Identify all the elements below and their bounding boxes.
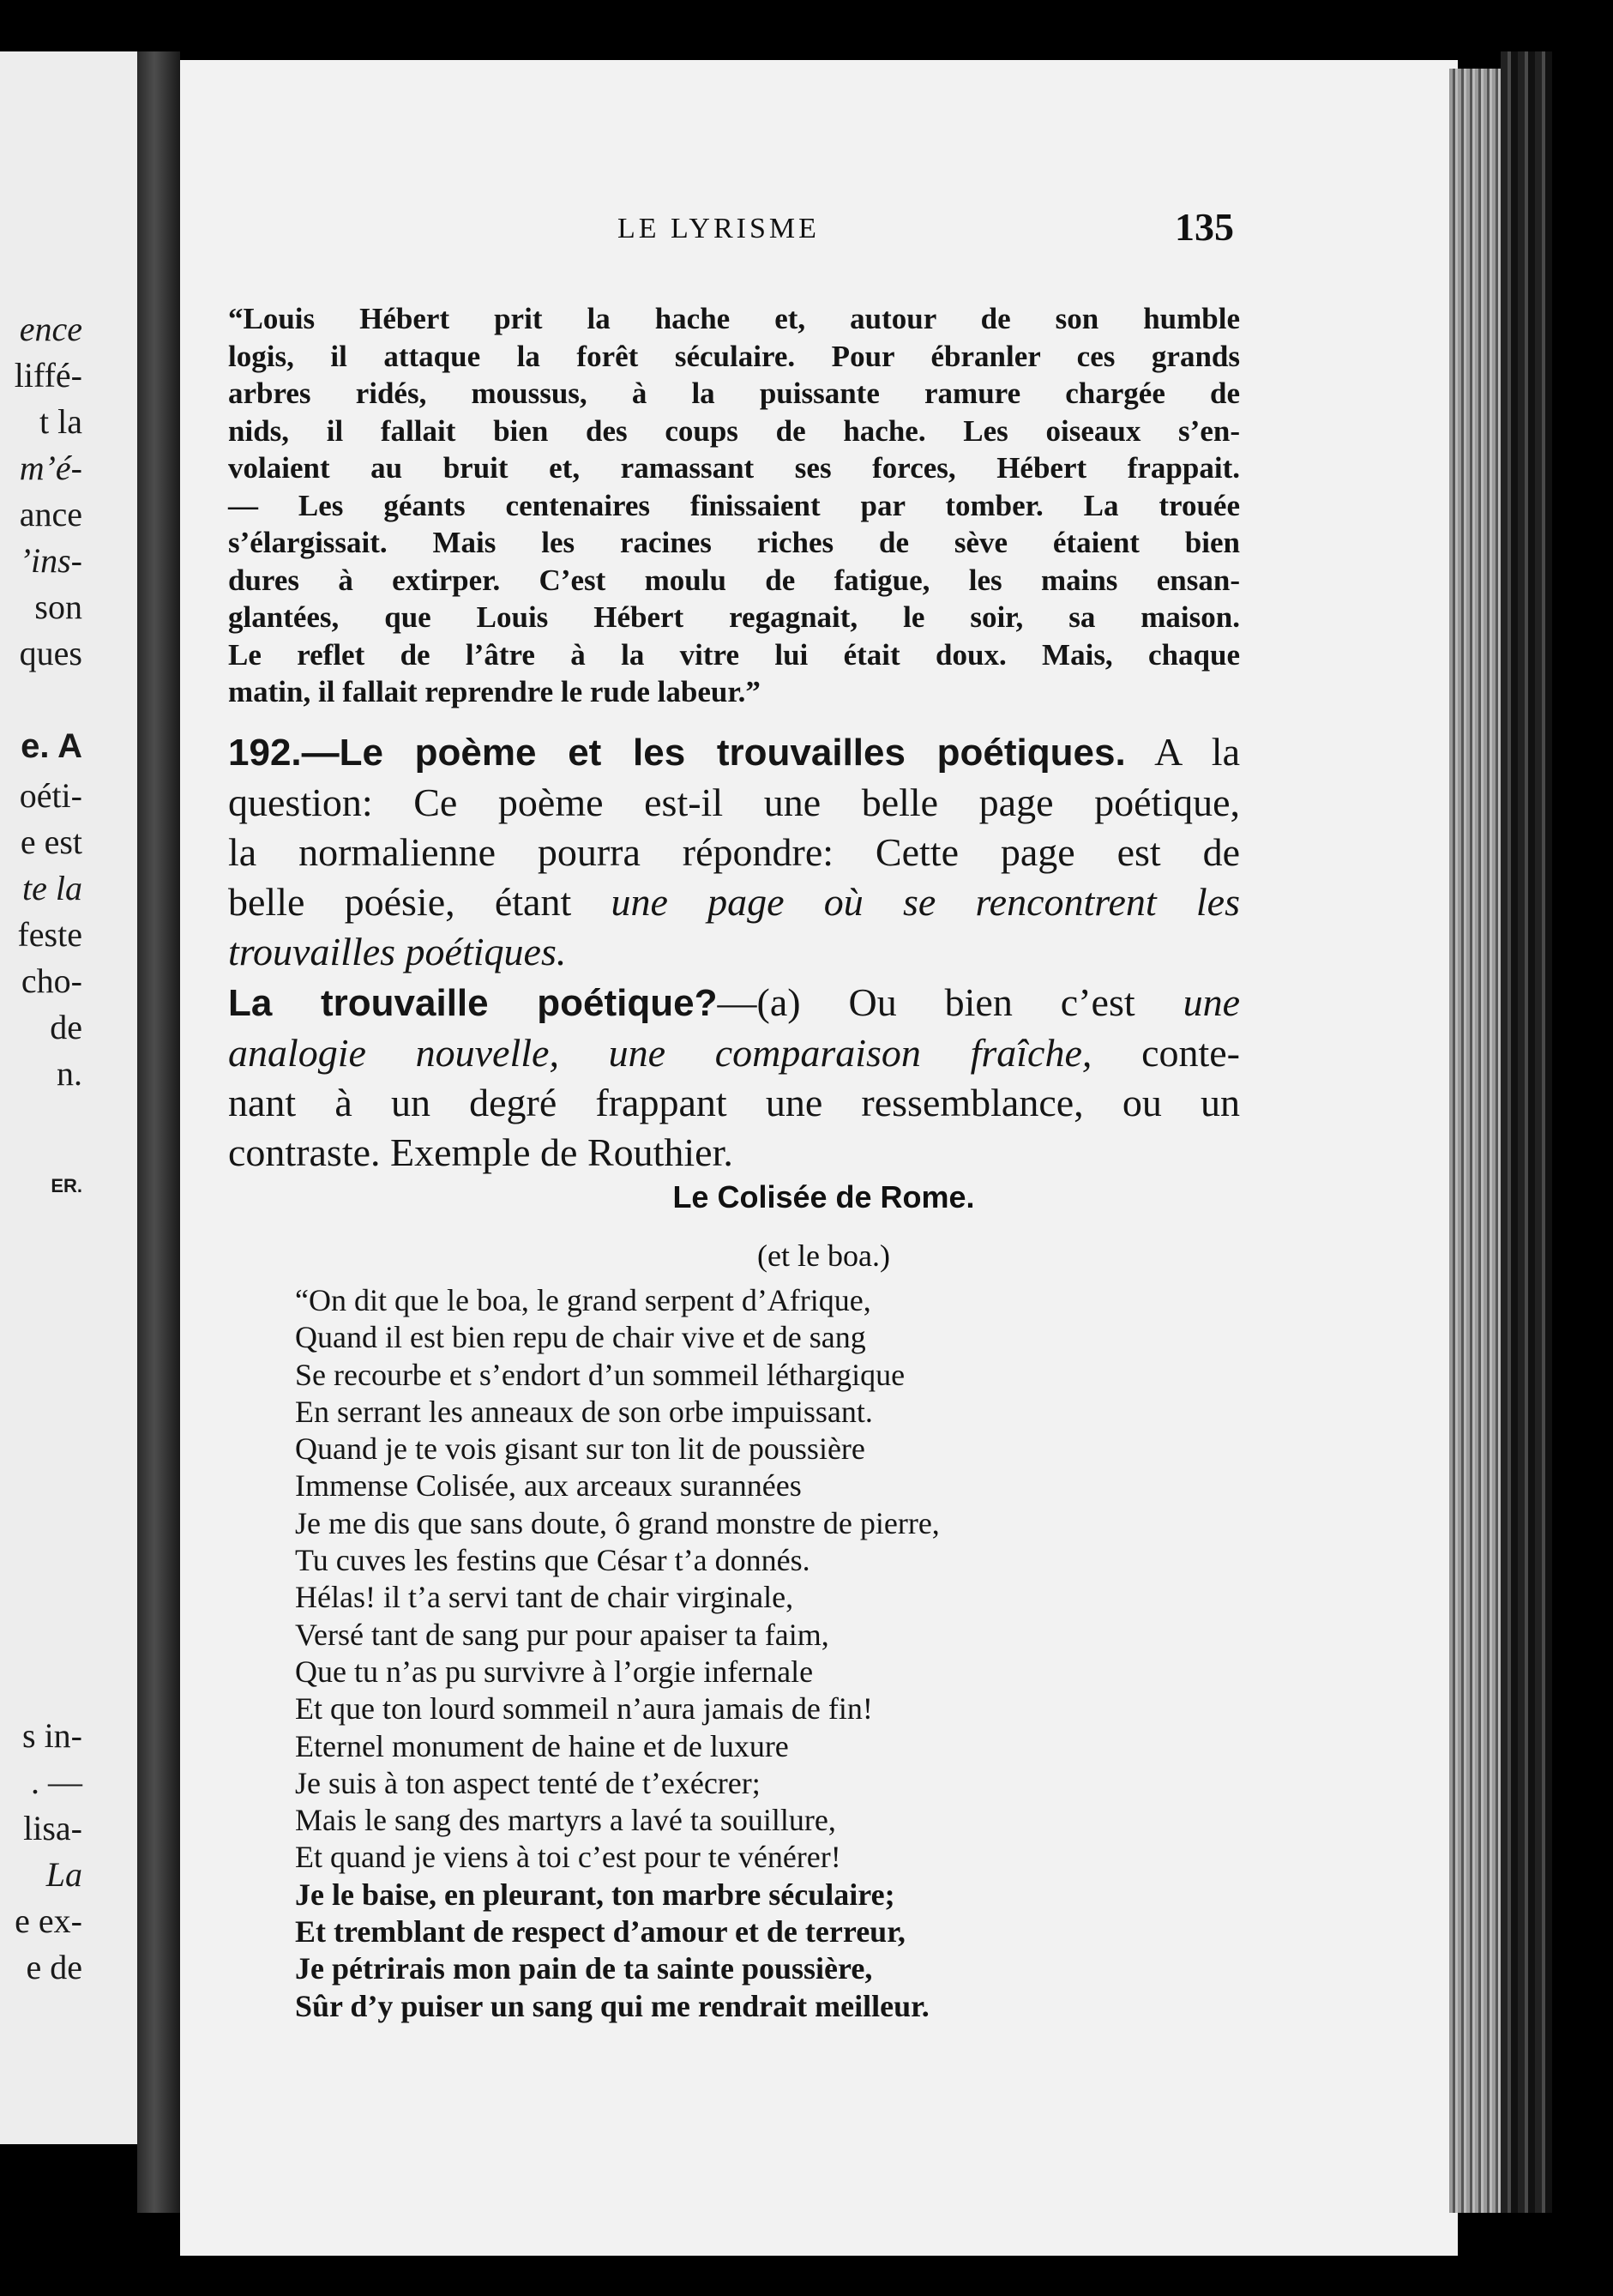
- page-number: 135: [1175, 205, 1234, 249]
- left-page-line: ’ins-: [19, 541, 82, 580]
- quote-line: — Les géants centenaires finissaient par tomber. La trouée: [228, 488, 1240, 522]
- quote-line: Le reflet de l’âtre à la vitre lui était doux. Mais, chaque: [228, 637, 1240, 672]
- left-page-line: t la: [39, 402, 82, 441]
- poem-line: Et tremblant de respect d’amour et de terreur,: [295, 1914, 906, 1949]
- trouvaille-line: analogie nouvelle, une comparaison fraîche, conte-: [228, 1031, 1240, 1075]
- section-192-heading: 192.—Le poème et les trouvailles poétiques.: [228, 732, 1126, 774]
- quote-line: dures à extirper. C’est moulu de fatigue, les mains ensan-: [228, 563, 1240, 597]
- poem-line: Je me dis que sans doute, ô grand monstre de pierre,: [295, 1505, 940, 1540]
- trouvaille-paragraph: [228, 978, 1240, 1178]
- left-page-line: ance: [19, 495, 82, 533]
- poem-line: En serrant les anneaux de son orbe impuissant.: [295, 1394, 873, 1429]
- poem-body: [295, 1282, 1238, 2025]
- poem-line: Se recourbe et s’endort d’un sommeil léthargique: [295, 1357, 906, 1392]
- left-page-line: ence: [19, 310, 82, 348]
- section-192-line: la normalienne pourra répondre: Cette page est de: [228, 830, 1240, 874]
- left-page-line: oéti-: [19, 776, 82, 815]
- poem-line: Je suis à ton aspect tenté de t’exécrer;: [295, 1765, 761, 1800]
- poem-line: Eternel monument de haine et de luxure: [295, 1728, 789, 1763]
- left-page-line: m’é-: [19, 449, 82, 487]
- poem-line: Mais le sang des martyrs a lavé ta souillure,: [295, 1803, 836, 1838]
- left-page-line: ER.: [51, 1175, 82, 1196]
- poem-title: Le Colisée de Rome.: [672, 1179, 975, 1214]
- left-page-line: de: [50, 1008, 82, 1046]
- left-page-line: e. A: [21, 727, 82, 765]
- poem-line: Que tu n’as pu survivre à l’orgie infernale: [295, 1654, 814, 1689]
- left-page-line: te la: [22, 869, 82, 907]
- left-page-line: cho-: [21, 961, 82, 1000]
- left-page-line: e ex-: [15, 1901, 82, 1940]
- prose-quote: [228, 300, 1240, 711]
- section-192-paragraph: [228, 727, 1240, 977]
- left-page-line: ques: [19, 634, 82, 672]
- section-192-line: belle poésie, étant une page où se rencontrent les: [228, 880, 1241, 924]
- left-page-line: liffé-: [14, 356, 82, 395]
- poem-line: Et quand je viens à toi c’est pour te vénérer!: [295, 1840, 841, 1875]
- quote-line: arbres ridés, moussus, à la puissante ramure chargée de: [228, 377, 1240, 410]
- quote-line: “Louis Hébert prit la hache et, autour de son humble: [228, 302, 1240, 335]
- quote-line: volaient au bruit et, ramassant ses forces, Hébert frappait.: [228, 451, 1240, 485]
- binding-gutter: [137, 51, 180, 2213]
- poem-line: Et que ton lourd sommeil n’aura jamais de fin!: [295, 1691, 873, 1727]
- section-192-line: 192.—Le poème et les trouvailles poétiques. A la: [228, 730, 1240, 774]
- quote-line: matin, il fallait reprendre le rude labeur.”: [228, 675, 761, 708]
- left-page-line: La: [45, 1855, 82, 1894]
- quote-line: glantées, que Louis Hébert regagnait, le soir, sa maison.: [228, 600, 1240, 634]
- left-page-line: lisa-: [23, 1809, 82, 1847]
- running-head: LE LYRISME: [617, 213, 820, 244]
- left-page-line: n.: [57, 1054, 82, 1093]
- left-page-line: e de: [26, 1948, 82, 1986]
- poem-line: Versé tant de sang pur pour apaiser ta faim,: [295, 1617, 829, 1652]
- trouvaille-heading: La trouvaille poétique?: [228, 982, 718, 1024]
- poem-line: Tu cuves les festins que César t’a donnés.: [295, 1543, 810, 1578]
- quote-line: s’élargissait. Mais les racines riches de sève étaient bien: [228, 526, 1240, 559]
- trouvaille-line: nant à un degré frappant une ressemblance, ou un: [228, 1081, 1240, 1124]
- poem-line: Hélas! il t’a servi tant de chair virginale,: [295, 1580, 794, 1615]
- left-page-line: . —: [31, 1763, 82, 1801]
- left-page-line: s in-: [22, 1716, 82, 1755]
- left-page-line: son: [34, 588, 82, 626]
- section-192-line: question: Ce poème est-il une belle page poétique,: [228, 780, 1240, 824]
- trouvaille-line: contraste. Exemple de Routhier.: [228, 1130, 733, 1174]
- poem-line: Immense Colisée, aux arceaux surannées: [295, 1468, 802, 1504]
- book-cover-edge: [1501, 51, 1552, 2213]
- quote-line: logis, il attaque la forêt séculaire. Pour ébranler ces grands: [228, 339, 1240, 373]
- poem-line: Je le baise, en pleurant, ton marbre séculaire;: [295, 1877, 895, 1912]
- poem-line: Quand il est bien repu de chair vive et de sang: [295, 1320, 866, 1355]
- section-192-line: trouvailles poétiques.: [228, 930, 567, 973]
- poem-subtitle: (et le boa.): [757, 1238, 890, 1273]
- poem-line: Sûr d’y puiser un sang qui me rendrait meilleur.: [295, 1988, 930, 2023]
- page-edge: [1449, 69, 1501, 2213]
- left-page-line: e est: [20, 823, 82, 861]
- poem-line: “On dit que le boa, le grand serpent d’Afrique,: [295, 1283, 871, 1317]
- trouvaille-line: La trouvaille poétique?—(a) Ou bien c’est une: [228, 980, 1240, 1024]
- left-page-line: feste: [17, 915, 82, 954]
- left-page-fragment: [0, 51, 137, 2144]
- poem-line: Quand je te vois gisant sur ton lit de poussière: [295, 1431, 865, 1467]
- quote-line: nids, il fallait bien des coups de hache. Les oiseaux s’en-: [228, 413, 1240, 448]
- poem-line: Je pétrirais mon pain de ta sainte poussière,: [295, 1951, 873, 1986]
